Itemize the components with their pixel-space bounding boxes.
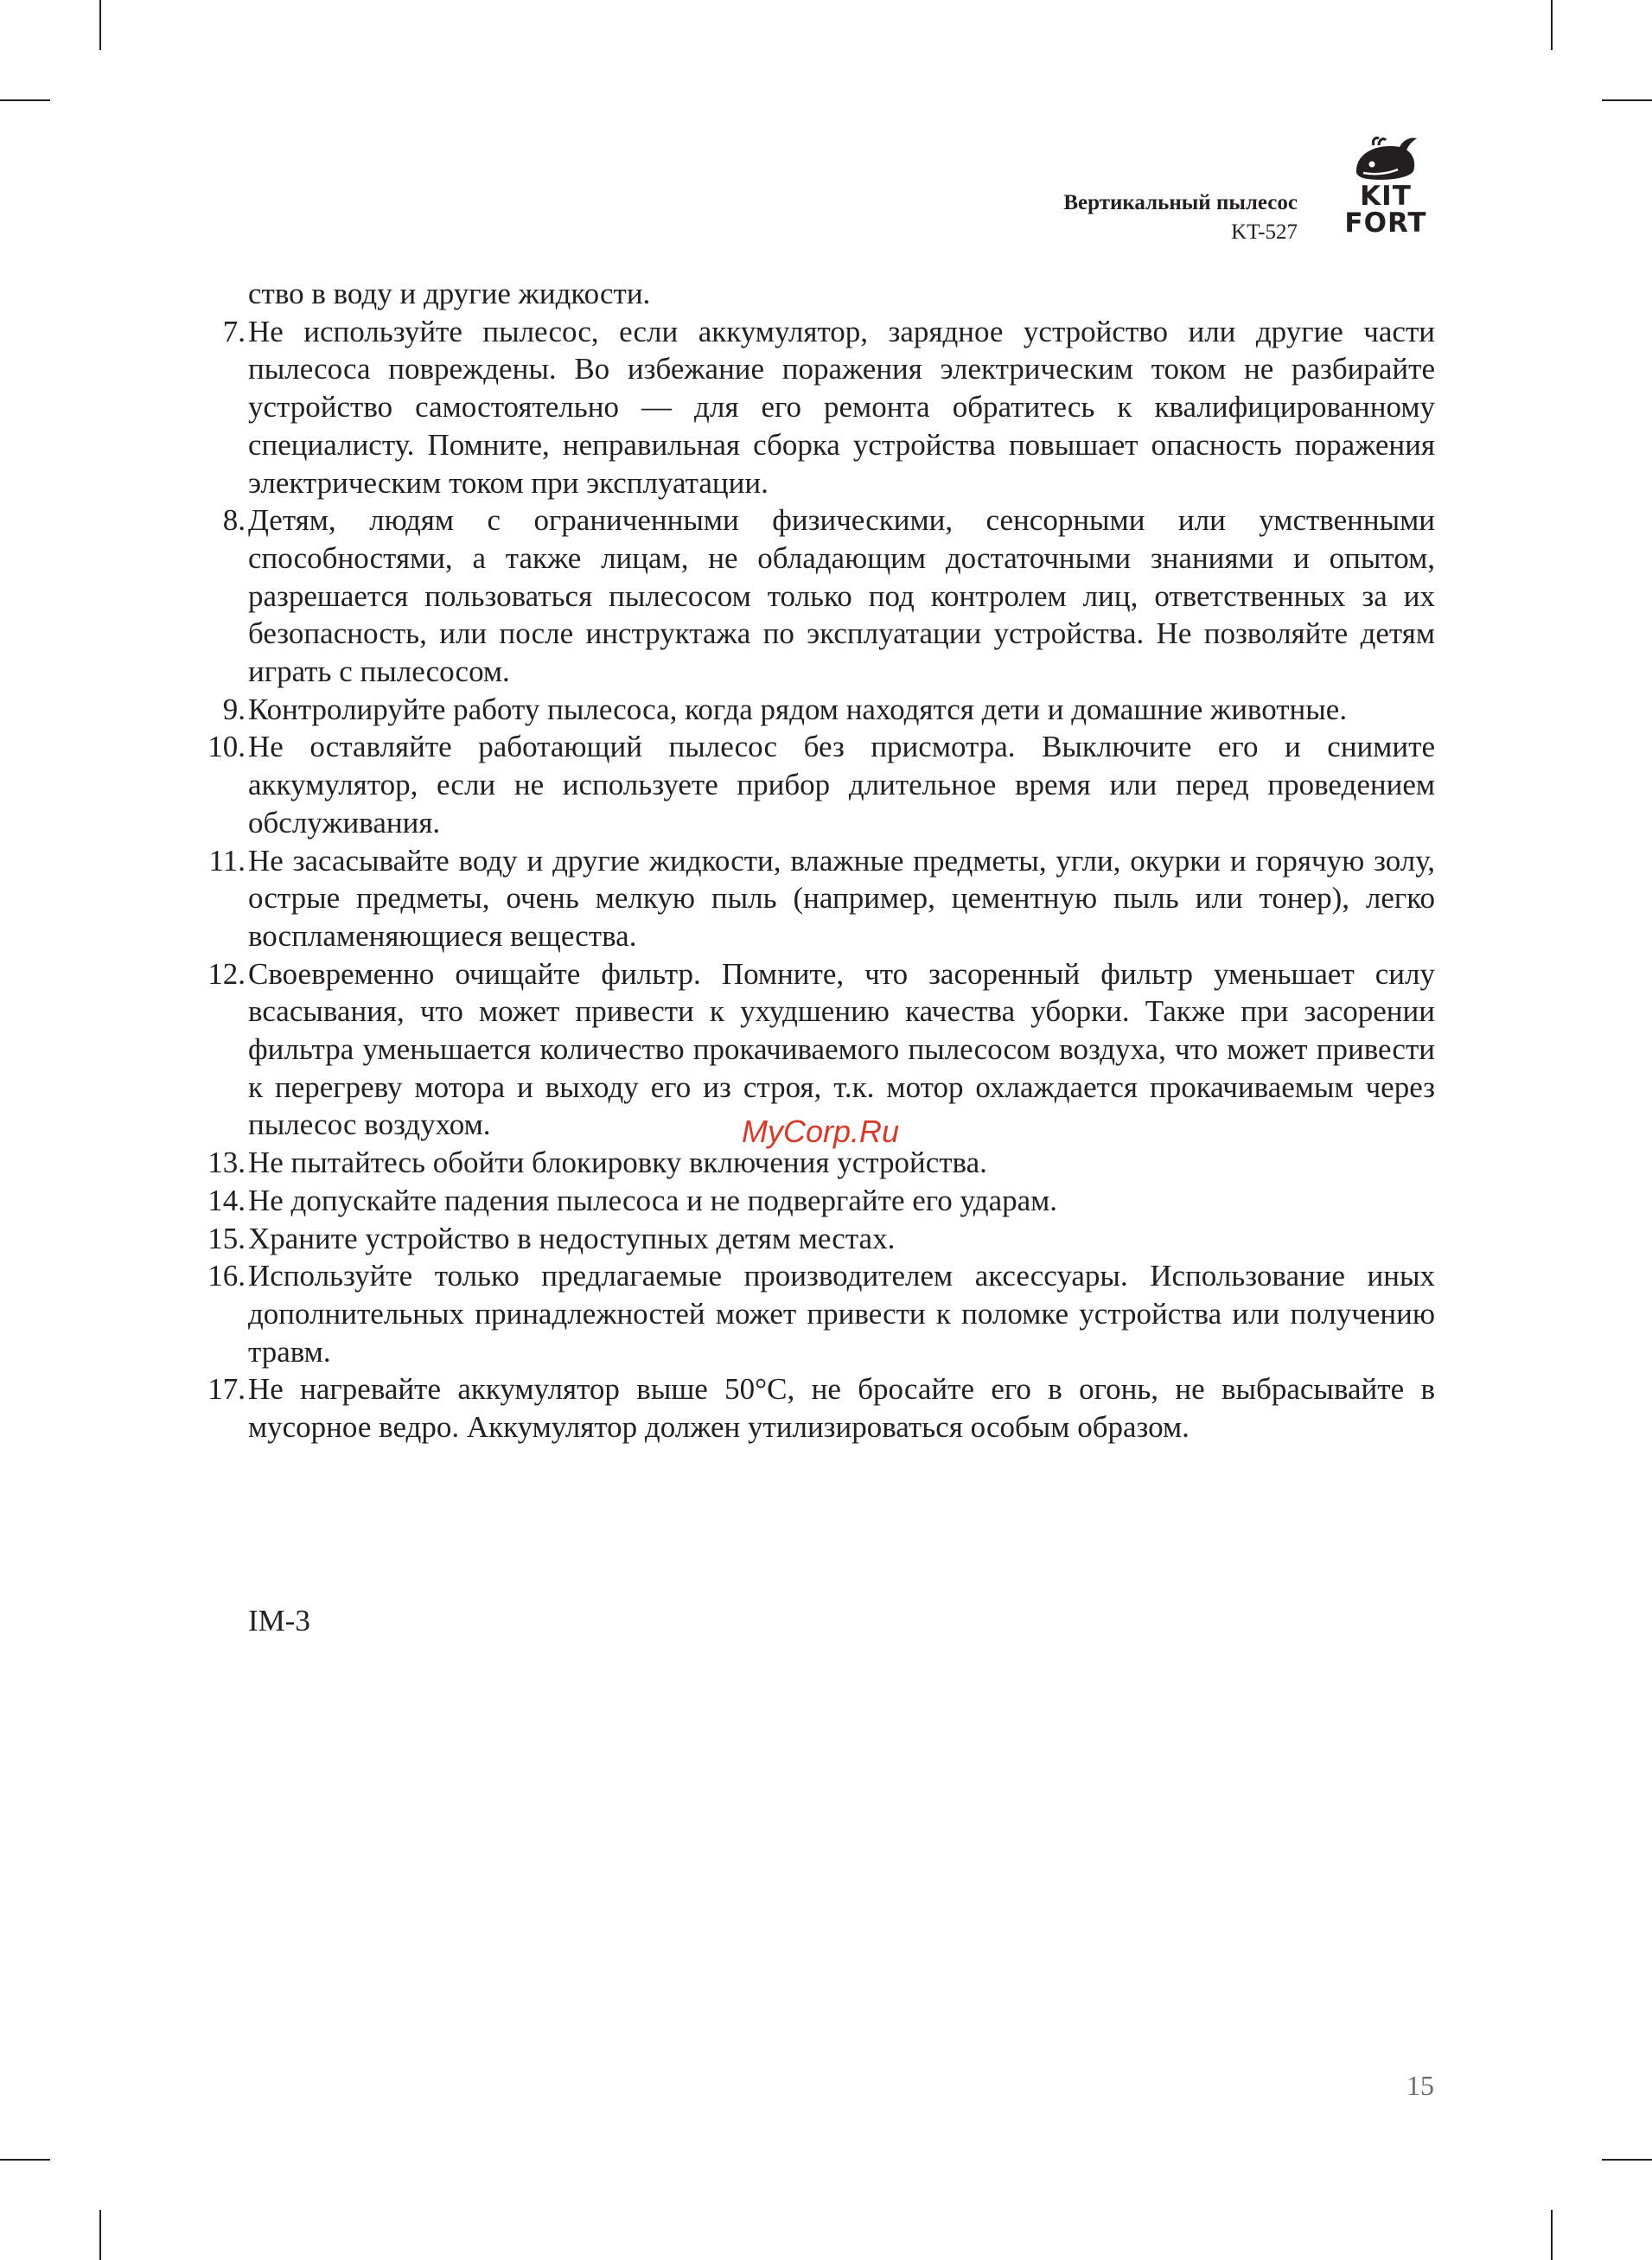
item-text: Используйте только предлагаемые производителем аксессуары. Использование иных дополнительных принадлежностей может привести к поломке устройства или получению травм. — [248, 1259, 1435, 1369]
item-number: 17. — [207, 1372, 246, 1407]
list-item — [190, 1182, 1435, 1220]
safety-instructions — [190, 275, 1435, 1446]
list-item — [190, 728, 1435, 841]
item-text: Своевременно очищайте фильтр. Помните, что засоренный фильтр уменьшает силу всасывания, что может привести к ухудшению качества уборки. Также при засорении фильтра уменьшается количество прокачиваемого пылесосом воздуха, что может привести к перегреву мотора и выходу его из строя, т.к. мотор охлаждается прокачиваемым через пылесос воздухом. — [248, 956, 1435, 1142]
crop-mark-top-left — [0, 99, 50, 101]
item-number: 11. — [208, 843, 246, 878]
item-number: 14. — [207, 1183, 246, 1217]
item-number: 9. — [222, 692, 246, 726]
crop-mark-bottom-left — [99, 2210, 101, 2260]
brand-logo — [1330, 135, 1442, 237]
crop-mark-bottom-left — [0, 2159, 50, 2161]
whale-icon — [1351, 135, 1420, 183]
logo-text-fort: FORT — [1344, 207, 1427, 239]
document-code: IM-3 — [248, 1604, 310, 1638]
crop-mark-top-right — [1602, 99, 1652, 101]
watermark: MyCorp.Ru — [742, 1114, 900, 1149]
item-number: 10. — [207, 730, 246, 764]
item-number: 15. — [207, 1221, 246, 1255]
item-text: Не нагревайте аккумулятор выше 50°С, не бросайте его в огонь, не выбрасывайте в мусорное ведро. Аккумулятор должен утилизироваться особым образом. — [248, 1372, 1435, 1445]
list-item — [190, 691, 1435, 729]
item-number: 16. — [207, 1259, 246, 1293]
item-text: Храните устройство в недоступных детям местах. — [248, 1221, 896, 1255]
model-number: KT-527 — [1231, 220, 1298, 244]
item-number: 8. — [222, 503, 246, 538]
crop-mark-top-left — [99, 0, 101, 50]
item-text: Не пытайтесь обойти блокировку включения устройства. — [248, 1146, 987, 1180]
item-number: 13. — [207, 1146, 246, 1180]
list-item — [190, 1220, 1435, 1258]
item-number: 7. — [222, 314, 246, 348]
crop-mark-bottom-right — [1602, 2159, 1652, 2161]
item-text: Не допускайте падения пылесоса и не подвергайте его ударам. — [248, 1183, 1058, 1217]
item-text: Не засасывайте воду и другие жидкости, влажные предметы, угли, окурки и горячую золу, острые предметы, очень мелкую пыль (например, цементную пыль или тонер), легко воспламеняющиеся вещества. — [248, 843, 1435, 953]
crop-mark-bottom-right — [1551, 2210, 1553, 2260]
product-name: Вертикальный пылесос — [1063, 191, 1298, 214]
running-header — [1063, 188, 1298, 247]
item-text: Не оставляйте работающий пылесос без присмотра. Выключите его и снимите аккумулятор, если не используете прибор длительное время или перед проведением обслуживания. — [248, 730, 1435, 840]
list-item — [190, 313, 1435, 502]
item-text: Не используйте пылесос, если аккумулятор, зарядное устройство или другие части пылесоса повреждены. Во избежание поражения электрическим током не разбирайте устройство самостоятельно — для его ремонта обратитесь к квалифицированному специалисту. Помните, неправильная сборка устройства повышает опасность поражения электрическим током при эксплуатации. — [248, 314, 1435, 500]
crop-mark-top-right — [1551, 0, 1553, 50]
list-item — [190, 842, 1435, 955]
item-text: Контролируйте работу пылесоса, когда рядом находятся дети и домашние животные. — [248, 692, 1348, 726]
list-item — [190, 1370, 1435, 1446]
logo-text-kit: KIT — [1360, 181, 1412, 212]
instruction-list — [190, 313, 1435, 1446]
item-text: Детям, людям с ограниченными физическими, сенсорными или умственными способностями, а также лицам, не обладающим достаточными знаниями и опытом, разрешается пользоваться пылесосом только под контролем лиц, ответственных за их безопасность, или после инструктажа по эксплуатации устройства. Не позволяйте детям играть с пылесосом. — [248, 503, 1435, 689]
page-number: 15 — [1406, 2070, 1434, 2101]
list-item — [190, 1257, 1435, 1370]
item-number: 12. — [207, 956, 246, 991]
continued-text: ство в воду и другие жидкости. — [248, 277, 651, 310]
list-item — [190, 501, 1435, 691]
